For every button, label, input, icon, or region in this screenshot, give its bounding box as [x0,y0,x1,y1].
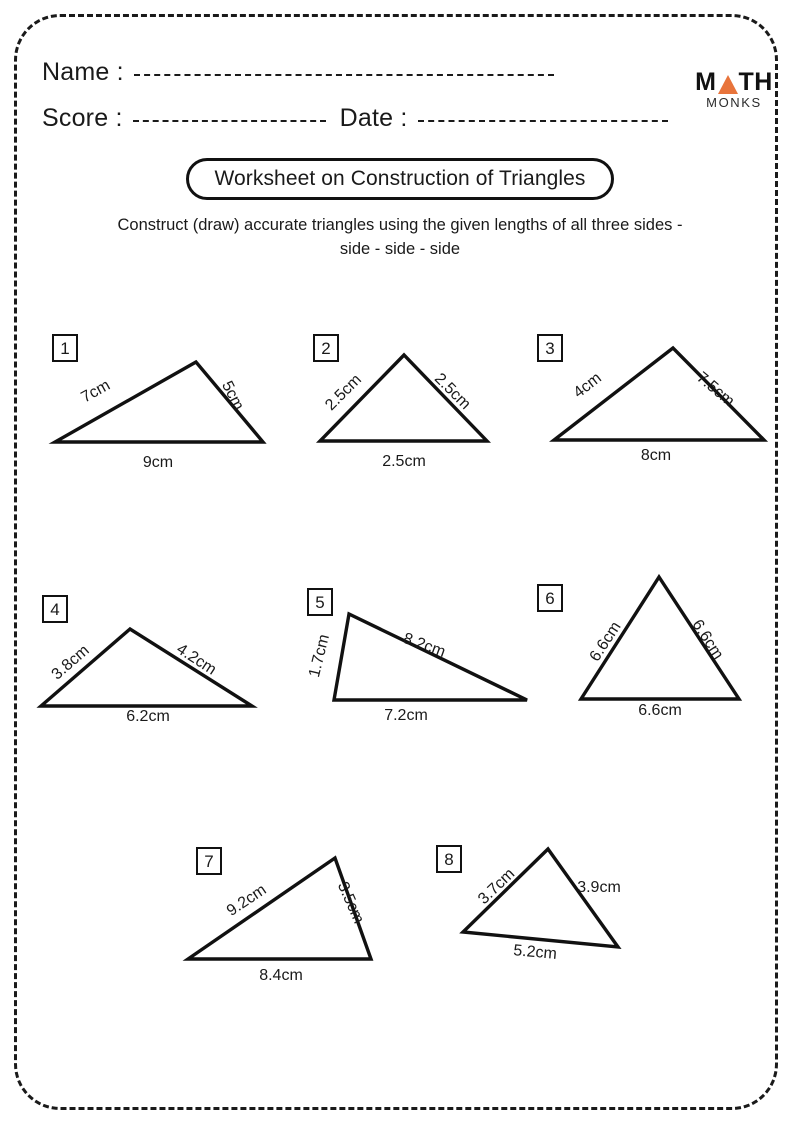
page-title-text: Worksheet on Construction of Triangles [214,167,586,190]
left-side-label: 6.6cm [586,618,625,665]
right-side-label: 5cm [218,378,247,414]
score-date-field-row [42,104,668,133]
score-input-line[interactable] [133,120,326,122]
problem-number-badge: 8 [436,845,462,873]
left-side-label: 9.2cm [223,881,270,920]
logo-letters-th: TH [738,68,773,96]
page-title [186,158,614,200]
base-side-label: 8.4cm [259,967,303,984]
problem-number-badge: 5 [307,588,333,616]
left-side-label: 3.7cm [475,865,519,908]
problem-number-badge: 4 [42,595,68,623]
right-side-label: 3.5cm [333,879,368,927]
left-side-label: 3.8cm [48,641,93,684]
date-input-line[interactable] [418,120,668,122]
base-side-label: 9cm [142,454,174,471]
problem-number-badge: 7 [196,847,222,875]
left-side-label: 7cm [78,376,114,407]
right-side-label: 3.9cm [577,879,621,896]
base-side-label: 6.2cm [126,708,170,725]
right-side-label: 7.5cm [693,369,738,411]
left-side-label: 4cm [570,369,605,402]
date-label: Date : [339,104,408,132]
logo-letter-m: M [695,68,717,96]
math-monks-logo [686,70,782,112]
problem-number-badge: 6 [537,584,563,612]
base-side-label: 7.2cm [384,707,428,724]
right-side-label: 6.6cm [688,616,727,663]
right-side-label: 4.2cm [173,640,220,679]
left-side-label: 2.5cm [322,371,366,415]
score-label: Score : [42,104,123,132]
instructions-text: Construct (draw) accurate triangles using the given lengths of all three sides - side - side - side [117,216,683,258]
logo-wordmark [686,70,782,95]
problem-number-badge: 2 [313,334,339,362]
logo-triangle-icon [718,75,738,94]
left-side-label: 1.7cm [305,632,334,680]
name-field-row [42,58,554,87]
base-side-label: 5.2cm [512,942,558,963]
problem-number-badge: 1 [52,334,78,362]
name-input-line[interactable] [134,74,554,76]
right-side-label: 8.2cm [400,630,448,661]
logo-subtext: MONKS [706,95,762,110]
right-side-label: 2.5cm [430,370,474,414]
name-label: Name : [42,58,124,86]
base-side-label: 6.6cm [638,702,682,719]
base-side-label: 8cm [640,447,672,464]
problem-number-badge: 3 [537,334,563,362]
base-side-label: 2.5cm [382,453,426,470]
